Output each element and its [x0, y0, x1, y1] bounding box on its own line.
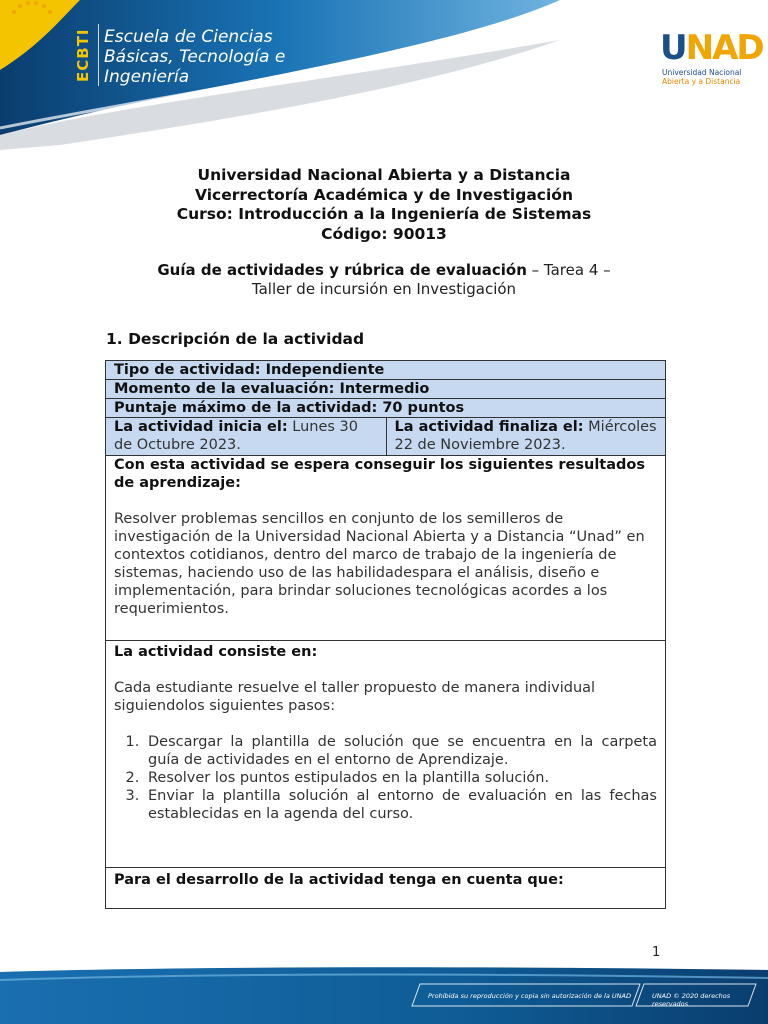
school-line-1: Escuela de Ciencias: [104, 27, 273, 47]
end-date-cell: [386, 418, 666, 455]
unad-logo: [660, 28, 763, 68]
document-title-block: [0, 166, 768, 244]
guide-title-task: – Tarea 4 –: [526, 261, 611, 279]
title-vicerrectoria: Vicerrectoría Académica y de Investigación: [195, 185, 573, 204]
footer-notice: Prohibida su reproducción y copia sin autorización de la UNAD: [428, 992, 631, 1000]
unad-logo-subtitle: [662, 68, 741, 86]
title-university: Universidad Nacional Abierta y a Distancia: [197, 166, 571, 184]
activity-consists-heading: La actividad consiste en:: [114, 644, 318, 660]
considerations-heading: Para el desarrollo de la actividad tenga en cuenta que:: [114, 872, 564, 888]
title-course: Curso: Introducción a la Ingeniería de Sistemas: [176, 205, 592, 223]
footer-banner: [0, 966, 768, 1024]
ecbti-label: ECBTI: [74, 28, 92, 82]
school-line-3: Ingeniería: [104, 67, 190, 87]
activity-table: [105, 360, 666, 909]
unad-logo-dots: [0, 0, 100, 72]
start-date-label: La actividad inicia el:: [114, 419, 288, 435]
start-date-value: Lunes 30 de Octubre 2023.: [114, 419, 358, 453]
end-date-value: Miércoles 22 de Noviembre 2023.: [394, 419, 657, 453]
row-activity-type: Tipo de actividad: Independiente: [106, 361, 665, 380]
row-evaluation-moment: Momento de la evaluación: Intermedio: [106, 380, 665, 399]
footer-copyright: UNAD © 2020 derechos reservados: [652, 992, 731, 1008]
unad-logo-u: U: [660, 28, 686, 68]
unad-logo-nad: NAD: [685, 28, 763, 68]
unad-sub-line-2: Abierta y a Distancia: [662, 77, 741, 86]
header-banner: [0, 0, 768, 150]
row-activity-consists: [106, 643, 665, 868]
school-name: [104, 27, 285, 87]
page-number: 1: [652, 945, 661, 960]
steps-list: [144, 733, 657, 823]
school-line-2: Básicas, Tecnología e: [104, 47, 286, 67]
guide-title: [0, 261, 768, 299]
activity-consists-text: Cada estudiante resuelve el taller propuesto de manera individual siguiendolos siguientes pasos:: [114, 680, 596, 714]
row-considerations: [106, 871, 665, 908]
end-date-label: La actividad finaliza el:: [394, 419, 584, 435]
title-code: Código: 90013: [321, 224, 447, 243]
guide-subtitle: Taller de incursión en Investigación: [251, 280, 517, 298]
row-learning-outcomes: [106, 456, 665, 641]
step-item: 1. Descargar la plantilla de solución que se encuentra en la carpeta guía de actividades en el entorno de Aprendizaje.: [144, 733, 657, 769]
guide-title-bold: Guía de actividades y rúbrica de evaluación: [157, 261, 527, 279]
learning-outcomes-text: Resolver problemas sencillos en conjunto de los semilleros de investigación de la Universidad Nacional Abierta y a Distancia “Unad” en contextos cotidianos, dentro del marco de trabajo de la ingeniería de sistemas, haciendo uso de las habilidadespara el análisis, diseño e implementación, para brindar soluciones tecnológicas acordes a los requerimientos.: [114, 511, 645, 617]
learning-outcomes-heading: Con esta actividad se espera conseguir los siguientes resultados de aprendizaje:: [114, 457, 645, 491]
unad-sub-line-1: Universidad Nacional: [662, 68, 742, 77]
row-max-score: Puntaje máximo de la actividad: 70 puntos: [106, 399, 665, 418]
start-date-cell: [106, 418, 386, 455]
step-item: 3. Enviar la plantilla solución al entorno de evaluación en las fechas establecidas en la agenda del curso.: [144, 787, 657, 823]
section-heading: 1. Descripción de la actividad: [106, 330, 365, 348]
step-item: 2. Resolver los puntos estipulados en la plantilla solución.: [144, 769, 657, 787]
row-dates: [106, 418, 665, 456]
